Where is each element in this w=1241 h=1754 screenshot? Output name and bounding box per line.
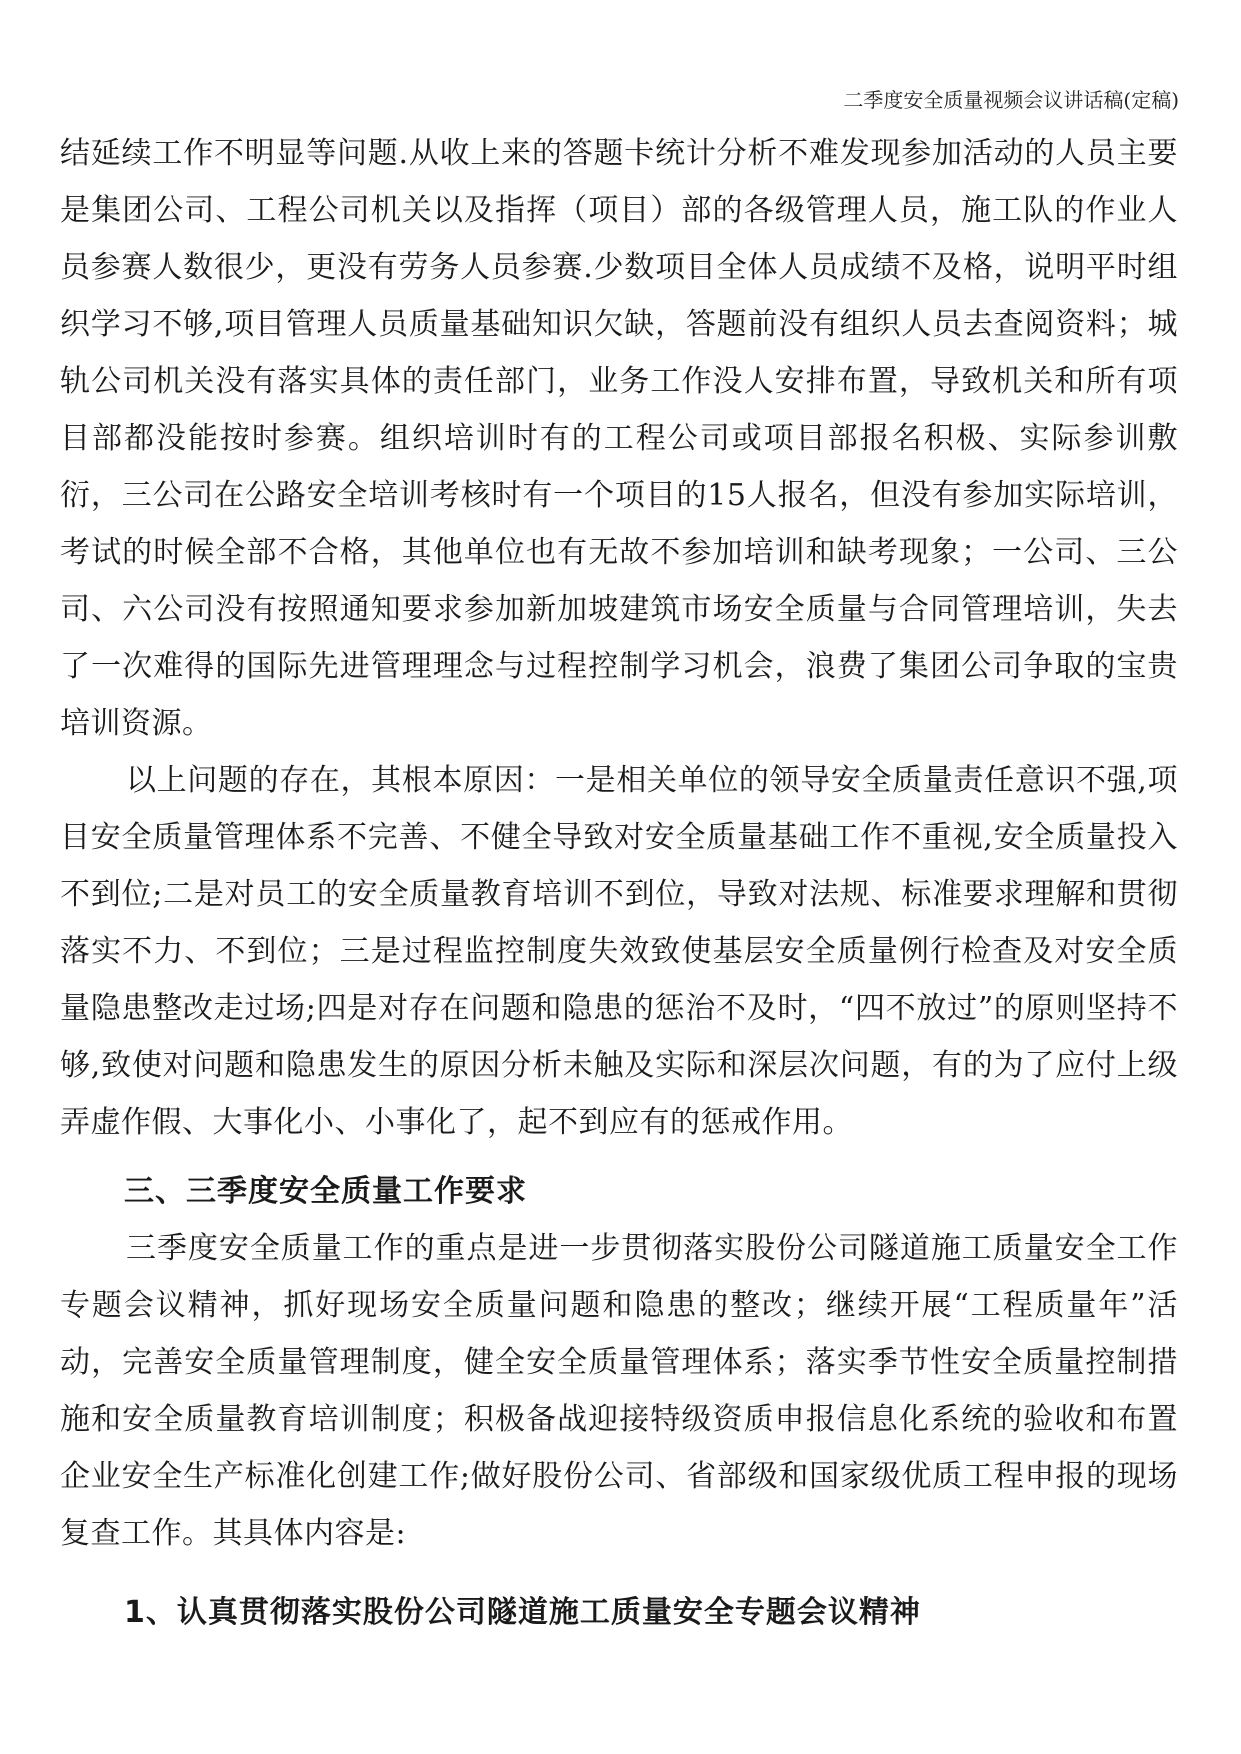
document-body — [60, 125, 1178, 1641]
paragraph-root-causes: 以上问题的存在，其根本原因：一是相关单位的领导安全质量责任意识不强,项目安全质量管理体系不完善、不健全导致对安全质量基础工作不重视,安全质量投入不到位;二是对员工的安全质量教育培训不到位，导致对法规、标准要求理解和贯彻落实不力、不到位；三是过程监控制度失效致使基层安全质量例行检查及对安全质量隐患整改走过场;四是对存在问题和隐患的惩治不及时，“四不放过”的原则坚持不够,致使对问题和隐患发生的原因分析未触及实际和深层次问题，有的为了应付上级弄虚作假、大事化小、小事化了，起不到应有的惩戒作用。 — [60, 763, 1178, 1140]
paragraph-problems-continued: 结延续工作不明显等问题.从收上来的答题卡统计分析不难发现参加活动的人员主要是集团公司、工程公司机关以及指挥（项目）部的各级管理人员，施工队的作业人员参赛人数很少，更没有劳务人员参赛.少数项目全体人员成绩不及格，说明平时组织学习不够,项目管理人员质量基础知识欠缺，答题前没有组织人员去查阅资料；城轨公司机关没有落实具体的责任部门，业务工作没人安排布置，导致机关和所有项目部都没能按时参赛。组织培训时有的工程公司或项目部报名积极、实际参训敷衍，三公司在公路安全培训考核时有一个项目的15人报名，但没有参加实际培训，考试的时候全部不合格，其他单位也有无故不参加培训和缺考现象；一公司、三公司、六公司没有按照通知要求参加新加坡建筑市场安全质量与合同管理培训，失去了一次难得的国际先进管理理念与过程控制学习机会，浪费了集团公司争取的宝贵培训资源。 — [60, 136, 1178, 741]
running-header: 二季度安全质量视频会议讲话稿(定稿) — [843, 88, 1179, 112]
paragraph-q3-focus: 三季度安全质量工作的重点是进一步贯彻落实股份公司隧道施工质量安全工作专题会议精神，抓好现场安全质量问题和隐患的整改；继续开展“工程质量年”活动，完善安全质量管理制度，健全安全质量管理体系；落实季节性安全质量控制措施和安全质量教育培训制度；积极备战迎接特级资质申报信息化系统的验收和布置企业安全生产标准化创建工作;做好股份公司、省部级和国家级优质工程申报的现场复查工作。其具体内容是: — [60, 1231, 1178, 1551]
section-heading-q3-requirements: 三、三季度安全质量工作要求 — [124, 1174, 527, 1209]
subheading-tunnel-meeting: 1、认真贯彻落实股份公司隧道施工质量安全专题会议精神 — [124, 1595, 921, 1630]
